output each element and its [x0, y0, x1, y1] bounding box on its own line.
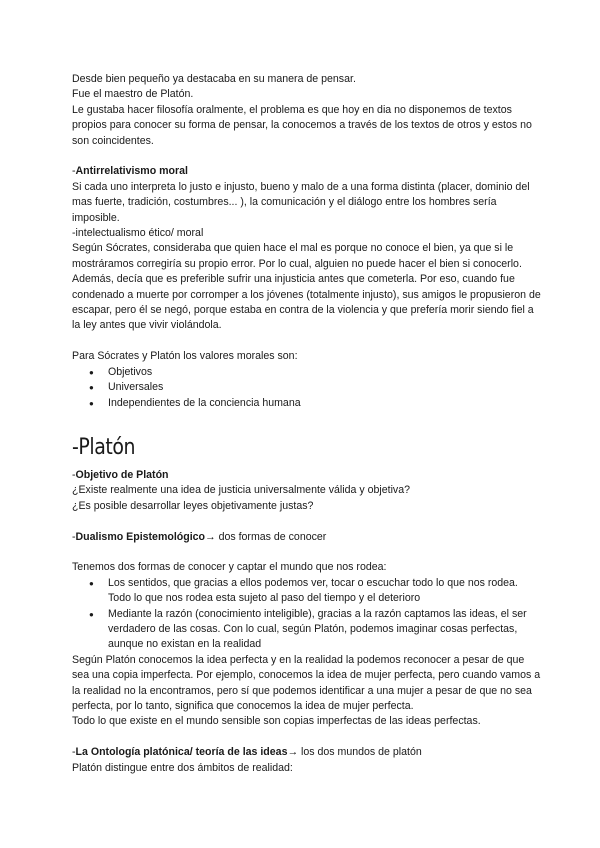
antirrelativismo-title: Antirrelativismo moral: [75, 165, 188, 178]
intelectualismo-subtitle: -intelectualismo ético/ moral: [72, 227, 204, 240]
antirrelativismo-heading: [72, 164, 542, 179]
ontologia-title: La Ontología platónica/ teoría de las ideas: [75, 746, 288, 759]
list-item: ● Los sentidos, que gracias a ellos podemos ver, tocar o escuchar todo lo que nos rodea. Todo lo que nos rodea esta sujeto al paso del tiempo y el deterioro: [72, 576, 542, 607]
document-page: [72, 72, 542, 776]
ontologia-heading: [72, 745, 542, 760]
dualismo-subtitle: → dos formas de conocer: [205, 530, 327, 543]
antirrelativismo-prefix: -: [72, 165, 76, 178]
valores-list: [72, 365, 542, 411]
list-item: ● Universales: [72, 380, 542, 395]
intro-line-1: Desde bien pequeño ya destacaba en su manera de pensar.: [72, 73, 356, 85]
intro-line-2: Fue el maestro de Platón.: [72, 88, 194, 101]
list-item: ● Objetivos: [72, 365, 542, 380]
platon-heading: -Platón: [72, 434, 136, 460]
ontologia-prefix: -: [72, 746, 76, 759]
copias-paragraph: Todo lo que existe en el mundo sensible son copias imperfectas de las ideas perfectas.: [72, 715, 481, 728]
dualismo-heading: [72, 530, 542, 545]
list-item: ● Independientes de la conciencia humana: [72, 396, 542, 411]
objetivo-prefix: -: [72, 468, 76, 481]
antirrelativismo-body: Si cada uno interpreta lo justo e injusto, bueno y malo de a una forma distinta (placer, dominio del mas fuerte, tradición, costumbres... ), la comunicación y el diálogo entre los hombres sería imposible.: [72, 180, 530, 224]
valores-intro: Para Sócrates y Platón los valores morales son:: [72, 350, 298, 363]
intro-paragraph: Le gustaba hacer filosofía oralmente, el problema es que hoy en dia no disponemos de textos propios para conocer su forma de pensar, la conocemos a través de los textos de otros y estos no son coincidentes.: [72, 103, 532, 147]
objetivo-heading: [72, 468, 542, 483]
ambitos-paragraph: Platón distingue entre dos ámbitos de realidad:: [72, 761, 293, 774]
formas-intro: Tenemos dos formas de conocer y captar el mundo que nos rodea:: [72, 561, 387, 574]
idea-paragraph: Según Platón conocemos la idea perfecta y en la realidad la podemos reconocer a pesar de que sea una copia imperfecta. Por ejemplo, conocemos la idea de mujer perfecta, pero cuando vamos a la realidad no la encontramos, pero sí que podemos identificar a una mujer a pesar de que no sea perfecta, por lo tanto, significa que conocemos la idea de mujer perfecta.: [72, 653, 541, 712]
dualismo-title: Dualismo Epistemológico: [75, 530, 206, 543]
list-item: ● Mediante la razón (conocimiento inteligible), gracias a la razón captamos las ideas, el ser verdadero de las cosas. Con lo cual, según Platón, podemos imaginar cosas perfectas, aunque no existan en la realidad: [72, 607, 542, 653]
formas-list: [72, 576, 542, 653]
ontologia-subtitle: → los dos mundos de platón: [287, 746, 422, 759]
question-1: ¿Existe realmente una idea de justicia universalmente válida y objetiva?: [72, 484, 411, 497]
question-2: ¿Es posible desarrollar leyes objetivamente justas?: [72, 499, 314, 512]
dualismo-prefix: -: [72, 530, 76, 543]
intelectualismo-body: Según Sócrates, consideraba que quien hace el mal es porque no conoce el bien, ya que si le mostráramos corregiría su propio error. Por lo cual, alguien no puede hacer el bien si conocerlo. Además, decía que es preferible sufrir una injusticia antes que cometerla. Por eso, cuando fue condenado a muerte por corromper a los jóvenes (totalmente injusto), sus amigos le propusieron de escapar, pero él se negó, porque estaba en contra de la violencia y que prefería morir siendo fiel a la ley antes que vivir violándola.: [72, 242, 541, 332]
objetivo-title: Objetivo de Platón: [75, 468, 169, 481]
